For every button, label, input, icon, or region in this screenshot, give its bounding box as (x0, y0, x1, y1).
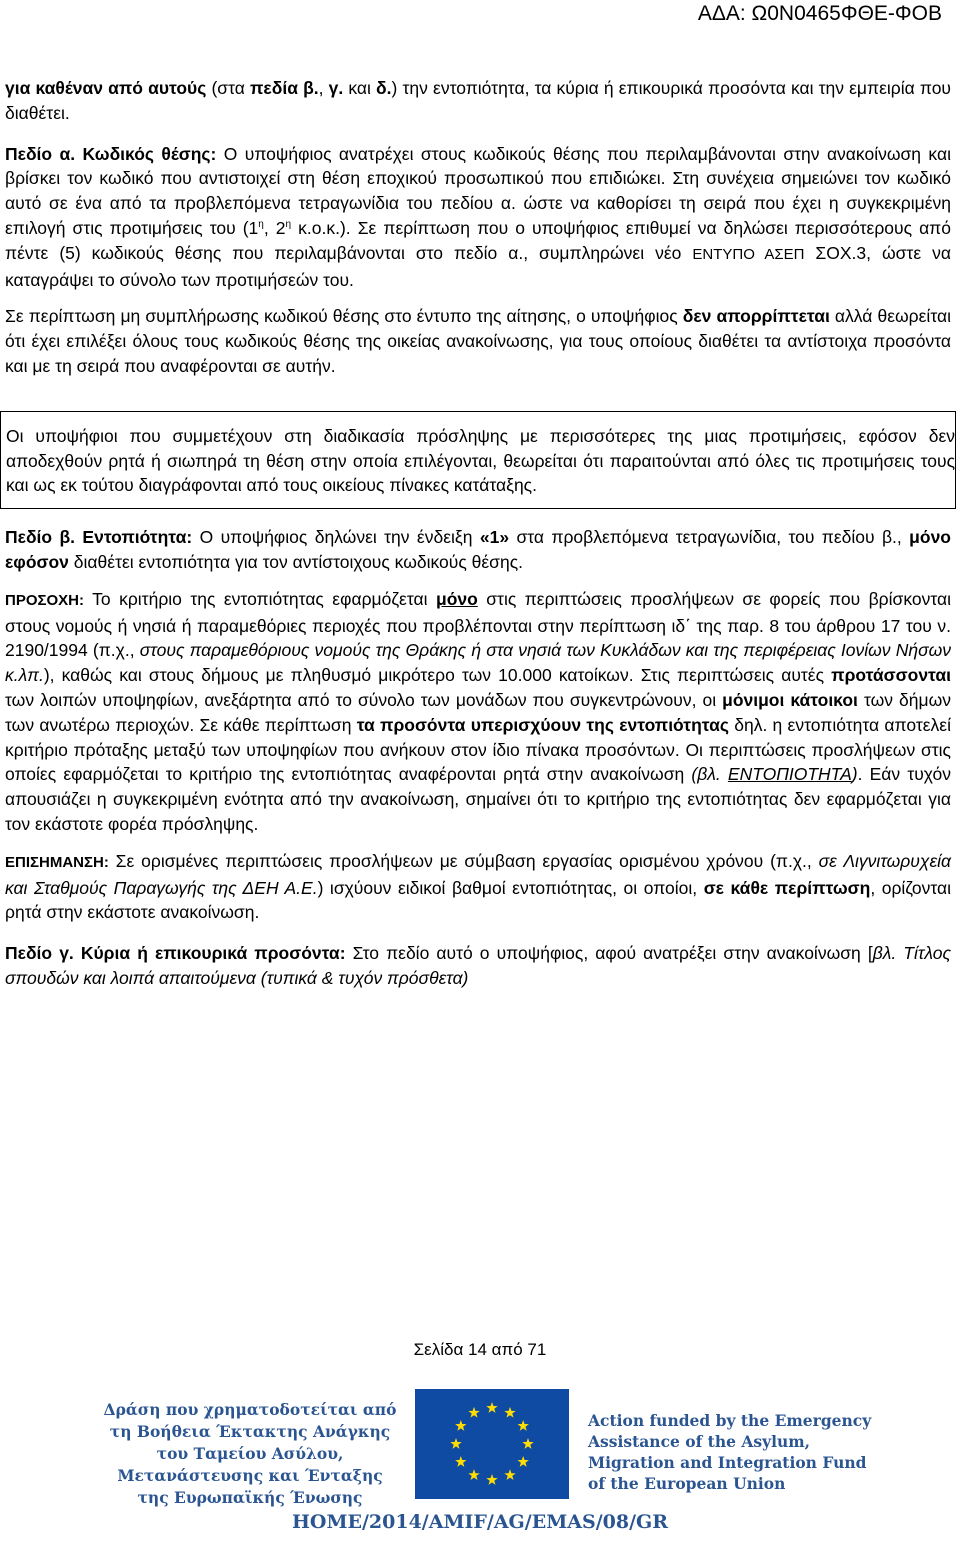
page-number: Σελίδα 14 από 71 (413, 1340, 547, 1359)
boxed-note: Οι υποψήφιοι που συμμετέχουν στη διαδικασία πρόσληψης με περισσότερες της μιας προτιμήσεις, εφόσον δεν αποδεχθούν ρητά ή σιωπηρά τη θέση στην οποία επιλέγονται, θεωρείται ότι παραιτούνται από όλες τις προτιμήσεις τους και ως εκ τούτου διαγράφονται από τους οικείους πίνακες κατάταξης. (0, 411, 956, 509)
funding-text-english: Action funded by the Emergency Assistance of the Asylum, Migration and Integration Fund of the European Union (588, 1411, 872, 1493)
paragraph-missing-code: Σε περίπτωση μη συμπλήρωσης κωδικού θέσης στο έντυπο της αίτησης, ο υποψήφιος δεν απορρίπτεται αλλά θεωρείται ότι έχει επιλέξει όλους τους κωδικούς θέσης της οικείας ανακοίνωσης, για τους οποίους διαθέτει τα αντίστοιχα προσόντα και με τη σειρά που αναφέρονται σε αυτήν. (5, 306, 951, 376)
eu-flag-icon (415, 1389, 569, 1499)
paragraph-note: ΕΠΙΣΗΜΑΝΣΗ: Σε ορισμένες περιπτώσεις προσλήψεων με σύμβαση εργασίας ορισμένου χρόνου (π.χ., σε Λιγνιτωρυχεία και Σταθμούς Παραγωγής της ΔΕΗ Α.Ε.) ισχύουν ειδικοί βαθμοί εντοπιότητας, οι οποίοι, σε κάθε περίπτωση, ορίζονται ρητά στην εκάστοτε ανακοίνωση. (5, 850, 951, 923)
paragraph-field-b: Πεδίο β. Εντοπιότητα: Ο υποψήφιος δηλώνει την ένδειξη «1» στα προβλεπόμενα τετραγωνίδια, του πεδίου β., μόνο εφόσον διαθέτει εντοπιότητα για τον αντίστοιχους κωδικούς θέσης. (5, 527, 951, 572)
paragraph-field-a: Πεδίο α. Κωδικός θέσης: Ο υποψήφιος ανατρέχει στους κωδικούς θέσης που περιλαμβάνονται στην ανακοίνωση και βρίσκει τον κωδικό που αντιστοιχεί στη θέση εποχικού προσωπικού που επιδιώκει. Στη συνέχεια σημειώνει τον κωδικό αυτό σε ένα από τα προβλεπόμενα τετραγωνίδια του πεδίου α. ώστε να καθορίσει τη σειρά που έχει η συγκεκριμένη επιλογή στις προτιμήσεις του ($1^\eta$, $2^\eta$ κ.ο.κ.). Σε περίπτωση που ο υποψήφιος επιθυμεί να δηλώσει περισσότερους από πέντε (5) κωδικούς θέσης που περιλαμβάνονται στο πεδίο α., συμπληρώνει νέο ΕΝΤΥΠΟ ΑΣΕΠ ΣΟΧ.3, ώστε να καταγράψει το σύνολο των προτιμήσεών του. (5, 143, 951, 290)
paragraph-attention: ΠΡΟΣΟΧΗ: Το κριτήριο της εντοπιότητας εφαρμόζεται μόνο στις περιπτώσεις προσλήψεων σε φορείς που βρίσκονται στους νομούς ή νησιά ή παραμεθόριες περιοχές που προβλέπονται στην περίπτωση ιδ΄ της παρ. 8 του άρθρου 17 του ν. 2190/1994 (π.χ., στους παραμεθόριους νομούς της Θράκης ή στα νησιά των Κυκλάδων και της περιφέρειας Ιονίων Νήσων κ.λπ.), καθώς και στους δήμους με πληθυσμό μικρότερο των 10.000 κατοίκων. Στις περιπτώσεις αυτές προτάσσονται των λοιπών υποψηφίων, ανεξάρτητα από το σύνολο των μονάδων που συγκεντρώνουν, οι μόνιμοι κάτοικοι των δήμων των ανωτέρω περιοχών. Σε κάθε περίπτωση τα προσόντα υπερισχύουν της εντοπιότητας δηλ. η εντοπιότητα αποτελεί κριτήριο πρόταξης μεταξύ των υποψηφίων που ανήκουν στον ίδιο πίνακα προσόντων. Οι περιπτώσεις προσλήψεων στις οποίες εφαρμόζεται το κριτήριο της εντοπιότητας αναφέρονται ρητά στην ανακοίνωση (βλ. ΕΝΤΟΠΙΟΤΗΤΑ). Εάν τυχόν απουσιάζει η συγκεκριμένη ενότητα από την ανακοίνωση, σημαίνει ότι το κριτήριο της εντοπιότητας δεν εφαρμόζεται για τον εκάστοτε φορέα πρόσληψης. (5, 588, 952, 834)
project-code: HOME/2014/AMIF/AG/EMAS/08/GR (291, 1511, 669, 1533)
entopiotita-link: ΕΝΤΟΠΙΟΤΗΤΑ (727, 764, 852, 785)
ada-code: ΑΔΑ: Ω0Ν0465ΦΘΕ-ΦΟΒ (697, 2, 942, 25)
paragraph-field-c: Πεδίο γ. Κύρια ή επικουρικά προσόντα: Στο πεδίο αυτό ο υποψήφιος, αφού ανατρέξει στην ανακοίνωση [βλ. Τίτλος σπουδών και λοιπά απαιτούμενα (τυπικά & τυχόν πρόσθετα) (5, 943, 952, 988)
document-body (5, 76, 955, 991)
paragraph-intro: για καθέναν από αυτούς (στα πεδία β., γ. και δ.) την εντοπιότητα, τα κύρια ή επικουρικά προσόντα και την εμπειρία που διαθέτει. (5, 78, 952, 123)
funding-text-greek: Δράση που χρηματοδοτείται από τη Βοήθεια Έκτακτης Ανάγκης του Ταμείου Ασύλου, Μετανάστευσης και Ένταξης της Ευρωπαϊκής Ένωσης (103, 1400, 397, 1507)
